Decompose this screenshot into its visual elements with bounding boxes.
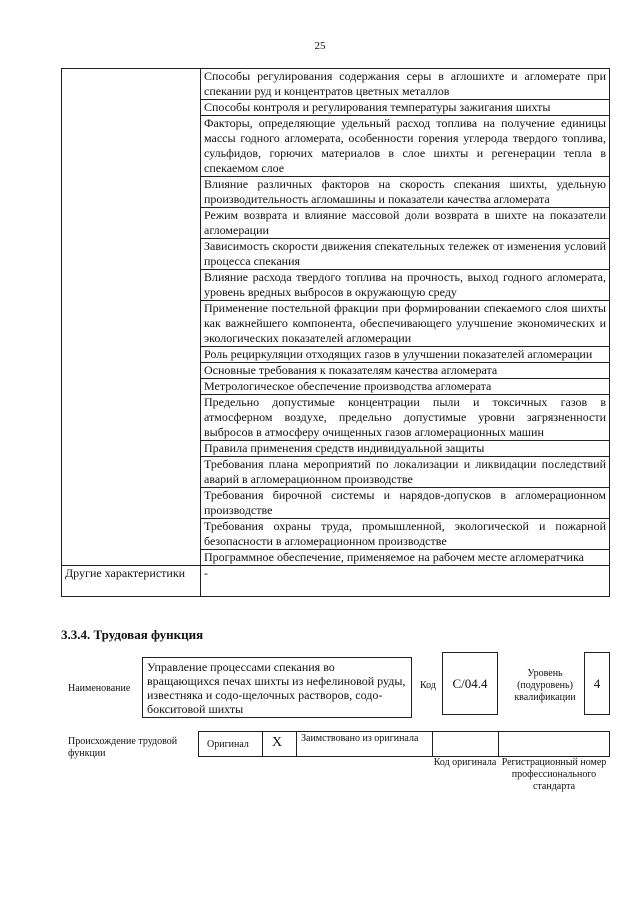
- knowledge-item: Влияние расхода твердого топлива на прочность, выход годного агломерата, уровень вредных выбросов в окружающую среду: [201, 270, 610, 301]
- reg-number-label: Регистрационный номер профессионального стандарта: [501, 757, 607, 792]
- knowledge-item: Зависимость скорости движения спекательных тележек от изменения условий процесса спекания: [201, 239, 610, 270]
- original-label: Оригинал: [207, 739, 249, 750]
- knowledge-item: Режим возврата и влияние массовой доли возврата в шихте на показатели агломерации: [201, 208, 610, 239]
- knowledge-item: Влияние различных факторов на скорость спекания шихты, удельную производительность агломашины и показатели качества агломерата: [201, 177, 610, 208]
- original-mark-cell: [263, 732, 297, 756]
- knowledge-item: Требования плана мероприятий по локализации и ликвидации последствий аварий в агломерационном производстве: [201, 457, 610, 488]
- knowledge-item: Программное обеспечение, применяемое на рабочем месте агломератчика: [201, 550, 610, 566]
- qualification-level-label: Уровень (подуровень) квалификации: [514, 668, 576, 703]
- function-code: C/04.4: [442, 652, 498, 715]
- other-characteristics-value: -: [201, 566, 610, 597]
- knowledge-item: Основные требования к показателям качества агломерата: [201, 363, 610, 379]
- knowledge-item: Способы регулирования содержания серы в аглошихте и агломерате при спекании руд и концентратов цветных металлов: [201, 69, 610, 100]
- knowledge-table: [61, 68, 610, 597]
- knowledge-item: Применение постельной фракции при формировании спекаемого слоя шихты как важнейшего компонента, обеспечивающего улучшение экономических и экологических показателей агломерации: [201, 301, 610, 347]
- borrowed-label: Заимствовано из оригинала: [301, 733, 419, 744]
- code-original-label: Код оригинала: [433, 757, 497, 768]
- page-number: 25: [314, 40, 326, 52]
- other-characteristics-label: Другие характеристики: [62, 566, 201, 597]
- table-row: [62, 69, 610, 100]
- knowledge-item: Предельно допустимые концентрации пыли и токсичных газов в атмосферном воздухе, предельно допустимые уровни загрязненности выбросов в атмосферу очищенных газов агломерационных машин: [201, 395, 610, 441]
- code-original-cell: [433, 732, 499, 756]
- reg-number-cell: [499, 732, 609, 756]
- left-cell-empty: [62, 69, 201, 566]
- origin-label: Происхождение трудовой функции: [68, 736, 178, 759]
- knowledge-item: Роль рециркуляции отходящих газов в улучшении показателей агломерации: [201, 347, 610, 363]
- function-name: Управление процессами спекания во вращающихся печах шихты из нефелиновой руды, известняка и содо-щелочных растворов, содо-бокситовой шихты: [142, 657, 412, 718]
- name-label: Наименование: [68, 683, 131, 694]
- origin-row: [198, 731, 610, 757]
- original-cell: [199, 732, 263, 756]
- qualification-level-value: 4: [584, 652, 610, 715]
- code-label: Код: [420, 680, 436, 691]
- original-mark: X: [272, 735, 283, 750]
- borrowed-cell: [297, 732, 433, 756]
- knowledge-item: Требования охраны труда, промышленной, экологической и пожарной безопасности в агломерационном производстве: [201, 519, 610, 550]
- knowledge-item: Способы контроля и регулирования температуры зажигания шихты: [201, 100, 610, 116]
- table-row: [62, 566, 610, 597]
- knowledge-item: Факторы, определяющие удельный расход топлива на получение единицы массы годного агломерата, особенности горения углерода твердого топлива, сульфидов, горючих материалов в слое шихты и регенерации тепла в спекаемом слое: [201, 116, 610, 177]
- knowledge-item: Метрологическое обеспечение производства агломерата: [201, 379, 610, 395]
- knowledge-item: Правила применения средств индивидуальной защиты: [201, 441, 610, 457]
- knowledge-item: Требования бирочной системы и нарядов-допусков в агломерационном производстве: [201, 488, 610, 519]
- section-heading: 3.3.4. Трудовая функция: [61, 627, 204, 642]
